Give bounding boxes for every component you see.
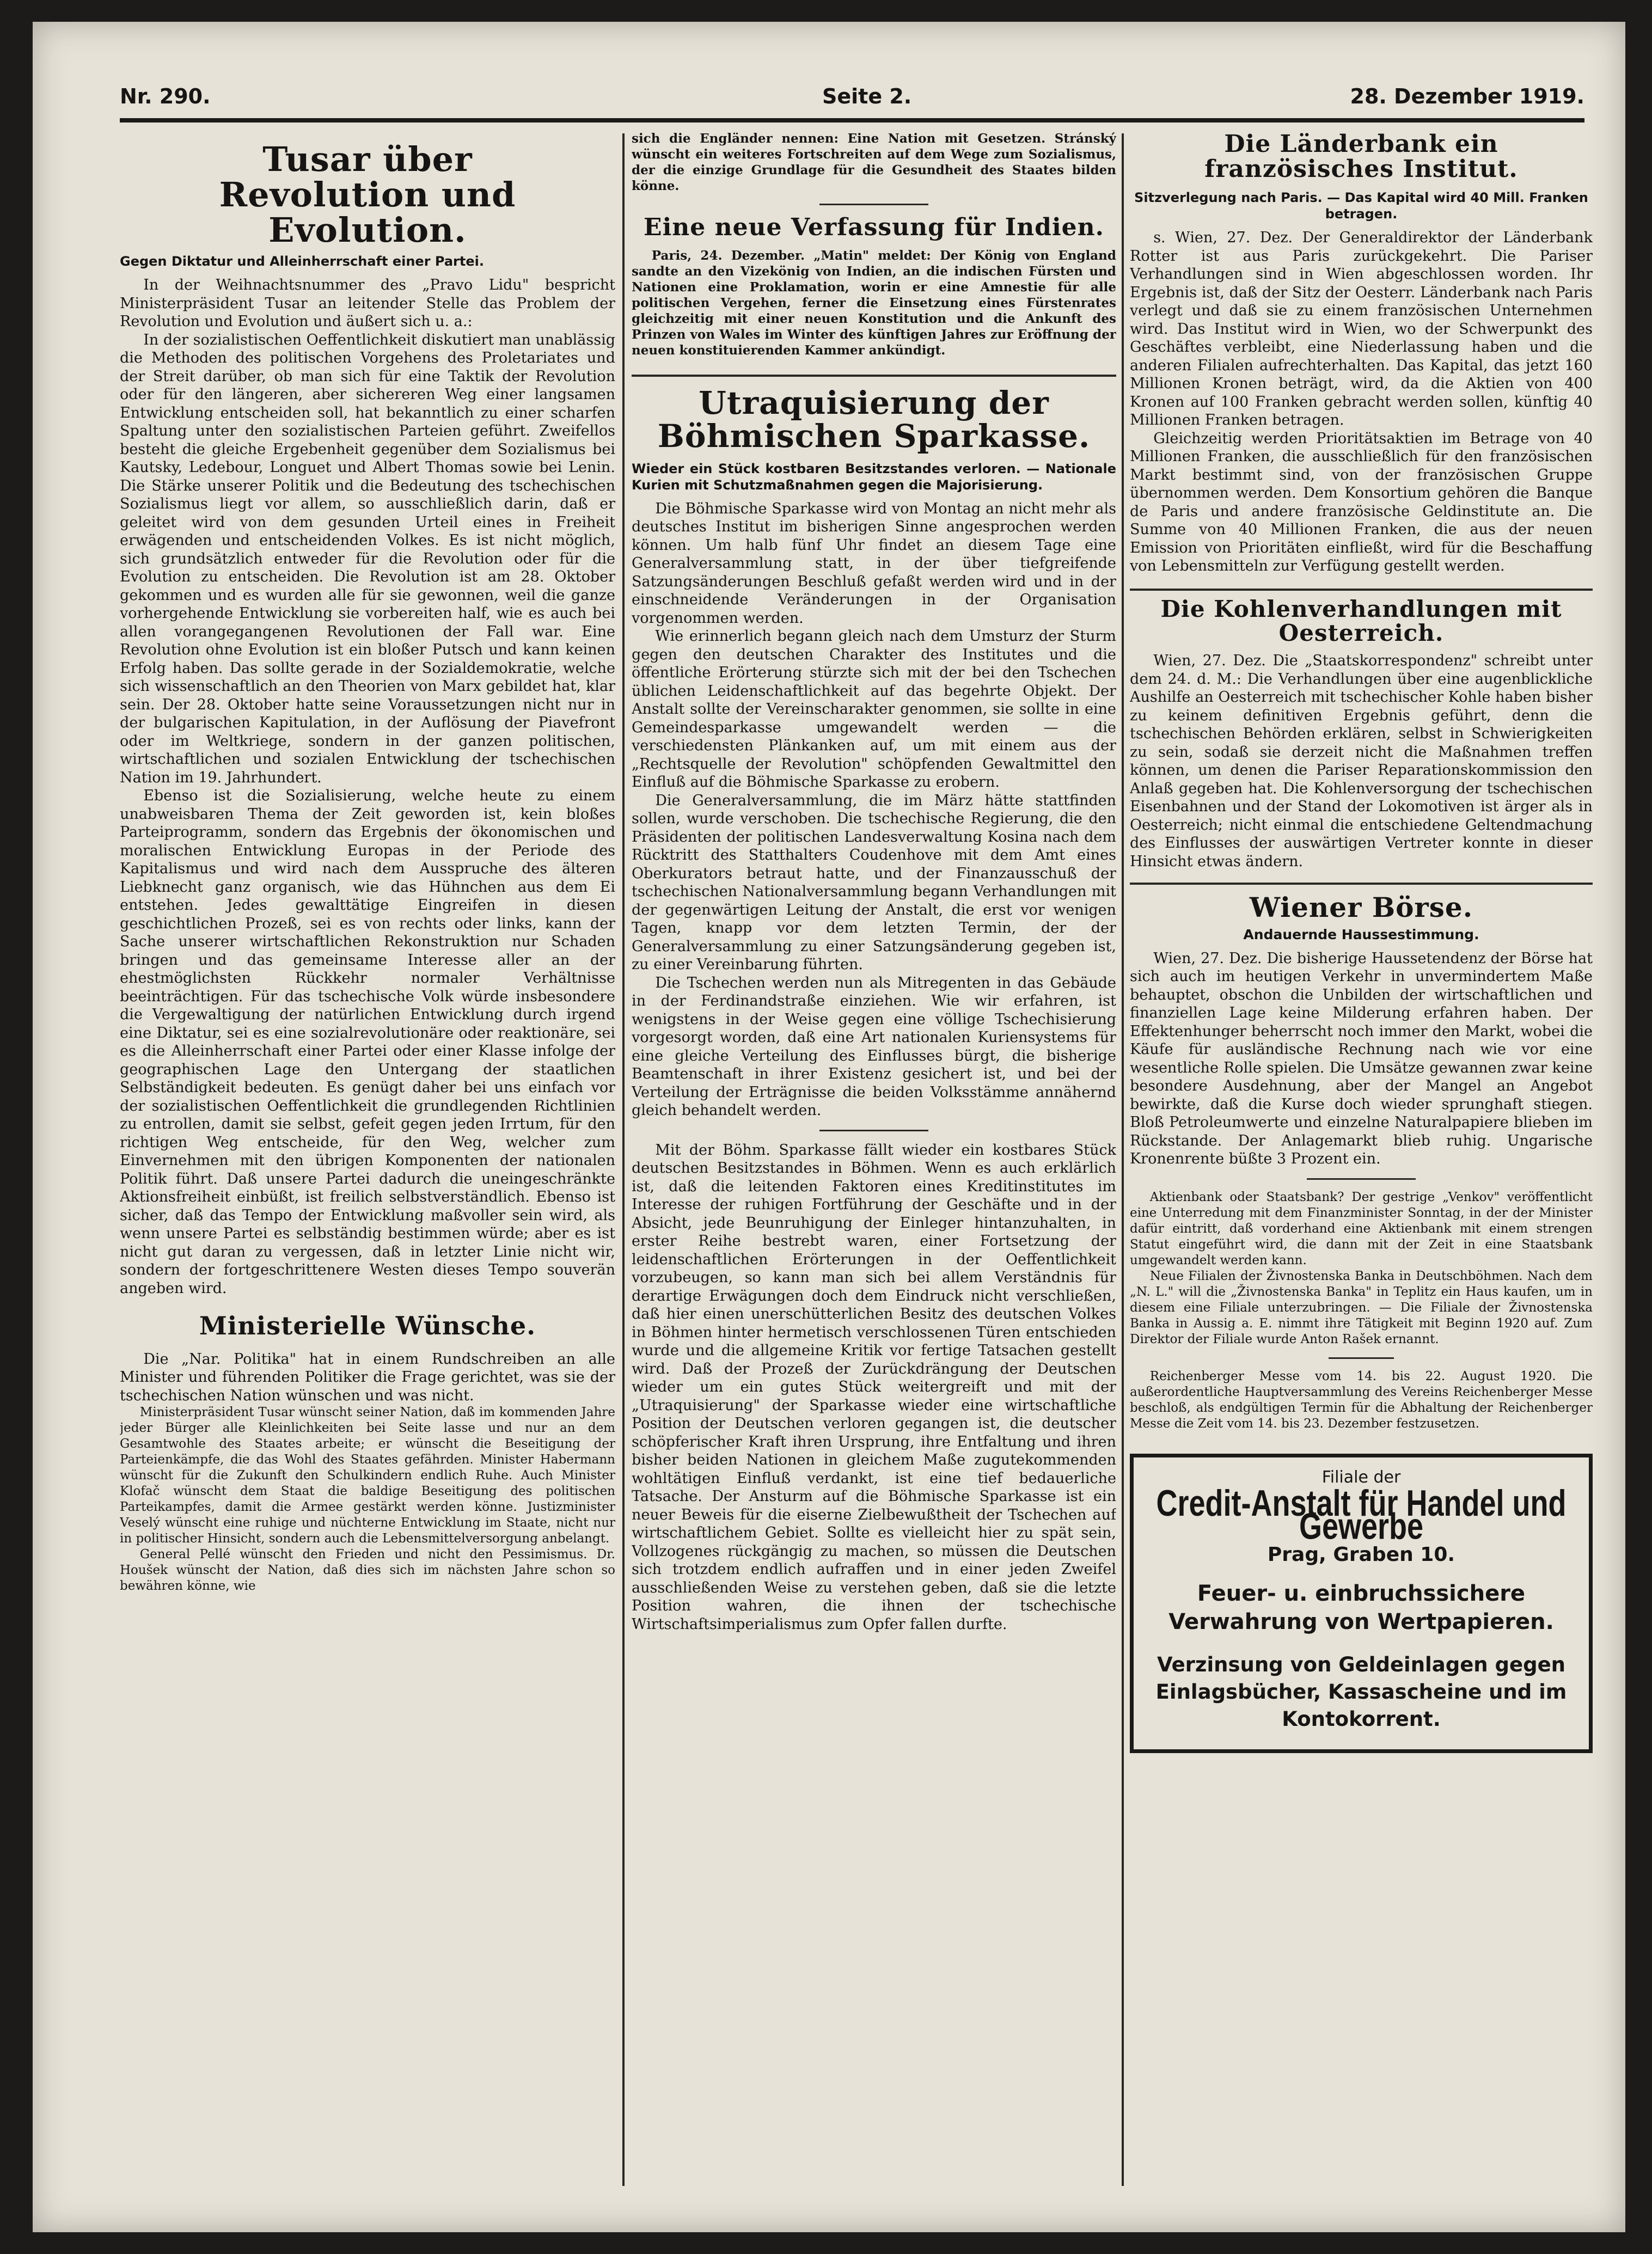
article-headline: Wiener Börse. xyxy=(1249,891,1473,924)
article-paragraph: Die „Nar. Politika" hat in einem Rundschreiben an alle Minister und führenden Politiker die Frage gerichtet, was sie der tschechischen Nation wünschen und was nicht. xyxy=(120,1350,615,1404)
ad-address: Prag, Graben 10. xyxy=(1267,1543,1455,1566)
ad-bank-name: Credit-Anstalt für Handel und Gewerbe xyxy=(1156,1483,1567,1547)
article-paragraph: Wien, 27. Dez. Die „Staatskorrespondenz" schreibt unter dem 24. d. M.: Die Verhandlungen über eine augenblickliche Aushilfe an Oesterreich mit tschechischer Kohle haben bisher zu keinem definitiven Ergebnis geführt, denn die tschechischen Behörden erklären, selbst in Schwierigkeiten zu sein, sodaß sie derzeit nicht die Maßnahmen treffen können, um denen die Pariser Reparationskommission den Anlaß gegeben hat. Die Kohlenversorgung der tschechischen Eisenbahnen und der Stand der Lokomotiven ist ärger als in Oesterreich; nicht einmal die entschiedene Geltendmachung des Einflusses der auswärtigen Vertreter konnte in dieser Hinsicht etwas ändern. xyxy=(1130,652,1593,870)
article-paragraph: Die Tschechen werden nun als Mitregenten in das Gebäude in der Ferdinandstraße einziehen. Wie wir erfahren, ist wenigstens in der Weise gegen eine völlige Tschechisierung vorgesorgt worden, daß eine Art nationalen Kuriensystems für eine gleiche Verteilung des Einflusses bürgt, die bisherige Beamtenschaft in ihrer Existenz gesichert ist, und bei der Verteilung der Erträgnisse die beiden Volksstämme annähernd gleich behandelt werden. xyxy=(632,974,1116,1119)
column-3 xyxy=(1130,131,1593,2189)
column-rule xyxy=(1122,133,1124,2186)
page-number: Seite 2. xyxy=(822,84,912,108)
news-item: Aktienbank oder Staatsbank? Der gestrige „Venkov" veröffentlicht eine Unterredung mit dem Finanzminister Sonntag, in der der Minister dafür eintritt, daß vorderhand eine Aktienbank mit einem strengen Statut eingeführt wird, die dann mit der Zeit in eine Staatsbank umgewandelt werden kann. xyxy=(1130,1190,1593,1267)
article-paragraph: Die Generalversammlung, die im März hätte stattfinden sollen, wurde verschoben. Die tschechische Regierung, die den Präsidenten der politischen Landesverwaltung Kosina nach dem Rücktritt des Statthalters Coudenhove mit dem Amt eines Oberkurators betraut hatte, und der Finanzausschuß der tschechischen Nationalversammlung begann Verhandlungen mit der gegenwärtigen Leitung der Anstalt, die erst vor wenigen Tagen, knapp vor dem letzten Termin, der der Generalversammlung zu einer Satzungsänderung gegeben ist, zu einer Vereinbarung führten. xyxy=(632,792,1116,973)
section-divider xyxy=(819,1130,928,1131)
article-paragraph: General Pellé wünscht den Frieden und nicht den Pessimismus. Dr. Houšek wünscht der Nation, daß dies sich im nächsten Jahre schon so bewähren könne, wie xyxy=(120,1547,615,1594)
article-paragraph: In der sozialistischen Oeffentlichkeit diskutiert man unablässig die Methoden des politischen Vorgehens des Proletariates und der Streit darüber, ob man sich für eine Taktik der Revolution oder für den längeren, aber sichereren Weg einer langsamen Entwicklung entscheiden soll, hat bekanntlich zu einer scharfen Spaltung unter den sozialistischen Parteien geführt. Zweifellos besteht die gleiche Ergebenheit gegenüber dem Sozialismus bei Kautsky, Ledebour, Longuet und Albert Thomas sowie bei Lenin. Die Stärke unserer Politik und die Bedeutung des tschechischen Sozialismus liegt vor allem, so ausschließlich darin, daß er geleitet wird von dem gesunden Urteil eines in Freiheit erwägenden und entscheidenden Volkes. Es ist nicht möglich, sich grundsätzlich entweder für die Revolution oder für die Evolution zu entscheiden. Die Revolution ist am 28. Oktober gekommen und es wurden alle für sie gewonnen, weil die ganze vorhergehende Entwicklung sie vorbereiten half, wie es auch bei allen vorangegangenen Revolutionen der Fall war. Eine Revolution ohne Evolution ist ein bloßer Putsch und kann keinen Erfolg haben. Das sollte gerade in der Sozialdemokratie, welche sich wissenschaftlich an den Theorien von Marx gebildet hat, klar sein. Der 28. Oktober hatte seine Voraussetzungen nicht nur in der bulgarischen Kapitulation, in der Auflösung der Piavefront oder im Weltkriege, sondern in der ganzen politischen, wirtschaftlichen und sozialen Entwicklung der tschechischen Nation im 19. Jahrhundert. xyxy=(120,331,615,786)
article-paragraph: Ministerpräsident Tusar wünscht seiner Nation, daß im kommenden Jahre jeder Bürger alle Kleinlichkeiten bei Seite lasse und nur an dem Gesamtwohle des Staates arbeite; er wünscht die Beseitigung der Parteienkämpfe, die das Wohl des Staates gefährden. Minister Habermann wünscht für die Zukunft den Schulkindern endlich Ruhe. Auch Minister Klofač wünscht dem Staat die baldige Beseitigung des politischen Parteikampfes, damit die Armee gestärkt werden könne. Justizminister Veselý wünscht eine ruhige und nüchterne Entwicklung im Staate, nicht nur in politischer Hinsicht, sondern auch die Lebensmittelversorgung anbelangt. xyxy=(120,1405,615,1546)
page-header xyxy=(120,74,1584,122)
article-subheadline: Sitzverlegung nach Paris. — Das Kapital wird 40 Mill. Franken betragen. xyxy=(1134,190,1588,222)
ad-line: Filiale der xyxy=(1321,1467,1401,1487)
article-subheadline: Gegen Diktatur und Alleinherrschaft einer Partei. xyxy=(120,254,484,270)
section-divider xyxy=(1307,1178,1416,1180)
article-paragraph: Wien, 27. Dez. Die bisherige Haussetendenz der Börse hat sich auch im heutigen Verkehr in unvermindertem Maße behauptet, obschon die Unbilden der wirtschaftlichen und finanziellen Lage keine Milderung erfahren haben. Der Effektenhunger beherrscht noch immer den Markt, wobei die Käufe für ausländische Rechnung nach wie vor eine wesentliche Rolle spielen. Die Umsätze gewannen zwar keine besondere Ausdehnung, aber der Mangel an Angebot bewirkte, daß die Kurse doch wieder sprunghaft stiegen. Bloß Petroleumwerte und einzelne Naturalpapiere blieben im Rückstande. Der Anlagemarkt blieb ruhig. Ungarische Kronenrente büßte 3 Prozent ein. xyxy=(1130,950,1593,1168)
ad-service: Feuer- u. einbruchssichere Verwahrung von Wertpapieren. xyxy=(1168,1581,1554,1634)
bank-advertisement xyxy=(1130,1454,1593,1753)
article-paragraph: s. Wien, 27. Dez. Der Generaldirektor der Länderbank Rotter ist aus Paris zurückgekehrt. Die Pariser Verhandlungen sind in Wien abgeschlossen worden. Ihr Ergebnis ist, daß der Sitz der Oesterr. Länderbank nach Paris verlegt und daß sie zu einem französischen Unternehmen wird. Das Institut wird in Wien, wo der Schwerpunkt des Geschäftes verbleibt, eine Niederlassung haben und die anderen Filialen aufrechterhalten. Das Kapital, das jetzt 160 Millionen Kronen beträgt, wird, da die Aktien von 400 Kronen auf 100 Franken gebracht werden sollen, künftig 40 Millionen Franken betragen. xyxy=(1130,229,1593,429)
section-divider xyxy=(1130,589,1593,591)
issue-number: Nr. 290. xyxy=(120,84,211,108)
column-2 xyxy=(632,131,1116,2189)
column-1 xyxy=(120,131,615,2189)
article-paragraph: Gleichzeitig werden Prioritätsaktien im Betrage von 40 Millionen Franken, die ausschließlich für den französischen Markt bestimmt sind, von der französischen Gruppe übernommen werden. Dem Konsortium gehören die Banque de Paris und andere französische Geldinstitute an. Die Summe von 40 Millionen Franken, die aus der neuen Emission von Prioritäten einfließt, wird für die Beschaffung von Lebensmitteln zur Verfügung gestellt werden. xyxy=(1130,430,1593,575)
news-item: Reichenberger Messe vom 14. bis 22. August 1920. Die außerordentliche Hauptversammlung des Vereins Reichenberger Messe beschloß, als endgültigen Termin für die Abhaltung der Reichenberger Messe die Zeit vom 14. bis 23. Dezember festzusetzen. xyxy=(1130,1369,1593,1431)
article-paragraph: Die Böhmische Sparkasse wird von Montag an nicht mehr als deutsches Institut im bisherigen Sinne angesprochen werden können. Um halb fünf Uhr findet an diesem Tage eine Generalversammlung statt, in der über tiefgreifende Satzungsänderungen Beschluß gefaßt werden wird und in der einschneidende Veränderungen in der Organisation vorgenommen werden. xyxy=(632,500,1116,627)
article-paragraph: Mit der Böhm. Sparkasse fällt wieder ein kostbares Stück deutschen Besitzstandes in Böhmen. Wenn es auch erklärlich ist, daß die leitenden Faktoren eines Kreditinstitutes im Interesse der ruhigen Fortführung der Geschäfte und in der Absicht, jede Beunruhigung der Einleger hintanzuhalten, in erster Reihe bestrebt waren, einer Fortsetzung der leidenschaftlichen Erörterungen in der Oeffentlichkeit vorzubeugen, so kann man sich bei allem Verständnis für derartige Erwägungen doch dem Eindruck nicht verschließen, daß hier einen unerschütterlichen Besitz des deutschen Volkes in Böhmen hinter hermetisch verschlossenen Türen entschieden wurde und die allgemeine Kritik vor fertige Tatsachen gestellt wird. Daß der Prozeß der Zurückdrängung der Deutschen wieder um ein gutes Stück weitergreift und mit der „Utraquisierung" der Sparkasse wieder eine wirtschaftliche Position der Deutschen verloren gegangen ist, die deutscher schöpferischer Kraft ihren Ursprung, ihre Entfaltung und ihren bisher beiden Nationen in gleichem Maße zugutekommenden wohltätigen Einfluß verdankt, ist eine tief bedauerliche Tatsache. Der Ansturm auf die Böhmische Sparkasse ist ein neuer Beweis für die eiserne Zielbewußtheit der Tschechen auf wirtschaftlichem Gebiet. Sollte es vielleicht hier zu spät sein, Vollzogenes rückgängig zu machen, so müssen die Deutschen sich trotzdem endlich aufraffen und in einer jeden Zweifel ausschließenden Weise zu verstehen geben, daß sie die letzte Position wahren, die ihnen der tschechische Wirtschaftsimperialismus zum Opfer fallen durfte. xyxy=(632,1141,1116,1633)
article-paragraph: Paris, 24. Dezember. „Matin" meldet: Der König von England sandte an den Vizekönig von Indien, an die indischen Fürsten und Nationen eine Proklamation, worin er eine Amnestie für alle politischen Vergehen, ferner die Einsetzung eines Fürstenrates gleichzeitig mit einer neuen Konstitution und die Ankunft des Prinzen von Wales im Winter des künftigen Jahres zur Eröffnung der neuen konstituierenden Kammer ankündigt. xyxy=(632,248,1116,358)
section-divider xyxy=(1130,883,1593,885)
section-divider xyxy=(819,204,928,205)
article-paragraph: Ebenso ist die Sozialisierung, welche heute zu einem unabweisbaren Thema der Zeit geworden ist, kein bloßes Parteiprogramm, sondern das Ergebnis der ökonomischen und moralischen Entwicklung Europas in der Periode des Kapitalismus und wird nach dem Ausspruche des älteren Liebknecht ganz organisch, wie das Hühnchen aus dem Ei entstehen. Jedes gewalttätige Eingreifen in diesen geschichtlichen Prozeß, sei es von rechts oder links, kann der Sache unserer wirtschaftlichen Rekonstruktion nur Schaden bringen und das gemeinsame Interesse aller an der ehestmöglichsten Rückkehr normaler Verhältnisse beeinträchtigen. Für das tschechische Volk würde insbesondere die Vergewaltigung der natürlichen Entwicklung durch irgend eine Diktatur, sei es eine sozialrevolutionäre oder reaktionäre, sei es die Alleinherrschaft einer Partei oder einer Klasse infolge der geographischen Lage den Untergang der staatlichen Selbständigkeit bedeuten. Es genügt daher bei uns einfach vor der sozialistischen Oeffentlichkeit die grundlegenden Richtlinien zu entrollen, damit sie selbst, gefeit gegen jeden Irrtum, für den richtigen Weg entscheide, für den Weg, welcher zum Einvernehmen mit den übrigen Komponenten der nationalen Politik führt. Daß unsere Partei dadurch die uneingeschränkte Aktionsfreiheit einbüßt, ist freilich selbstverständlich. Ebenso ist sicher, daß das Tempo der Entwicklung maßvoller sein wird, als wenn unsere Partei es selbständig bestimmen würde; aber es ist nicht gut daran zu vergessen, daß in letzter Linie nicht wir, sondern der fortgeschrittenere Westen dieses Tempo souverän angeben wird. xyxy=(120,787,615,1297)
ad-service: Verzinsung von Geldeinlagen gegen Einlagsbücher, Kassascheine und im Kontokorrent. xyxy=(1155,1652,1567,1731)
article-headline: Tusar über Revolution und Evolution. xyxy=(219,139,516,250)
article-headline: Eine neue Verfassung für Indien. xyxy=(644,213,1104,241)
issue-date: 28. Dezember 1919. xyxy=(1350,84,1584,108)
article-headline: Utraquisierung der Böhmischen Sparkasse. xyxy=(657,384,1091,455)
article-subheadline: Wieder ein Stück kostbaren Besitzstandes verloren. — Nationale Kurien mit Schutzmaßnahmen gegen die Majorisierung. xyxy=(632,461,1116,493)
article-subheadline: Andauernde Haussestimmung. xyxy=(1243,926,1479,942)
article-headline: Ministerielle Wünsche. xyxy=(199,1311,536,1341)
article-headline: Die Länderbank ein französisches Institut. xyxy=(1204,131,1518,183)
article-headline: Die Kohlenverhandlungen mit Oesterreich. xyxy=(1160,595,1562,646)
newspaper-page xyxy=(33,22,1625,2232)
article-paragraph: In der Weihnachtsnummer des „Pravo Lidu" bespricht Ministerpräsident Tusar an leitender Stelle das Problem der Revolution und Evolution und äußert sich u. a.: xyxy=(120,277,615,330)
section-divider xyxy=(1329,1357,1394,1359)
article-paragraph: Wie erinnerlich begann gleich nach dem Umsturz der Sturm gegen den deutschen Charakter des Institutes und die öffentliche Erörterung stürzte sich mit der bei den Tschechen üblichen Leidenschaftlichkeit auf das begehrte Objekt. Der Anstalt sollte der Vereinscharakter genommen, sie sollte in eine Gemeindesparkasse umgewandelt werden — die verschiedensten Plänkanken auf, um mit einem aus der „Rechtsquelle der Revolution" schöpfenden Gewaltmittel den Einfluß auf die Böhmische Sparkasse zu erobern. xyxy=(632,628,1116,791)
article-continuation: sich die Engländer nennen: Eine Nation mit Gesetzen. Stránský wünscht ein weiteres Fortschreiten auf dem Wege zum Sozialismus, der die einzige Grundlage für die Gesundheit des Staates bilden könne. xyxy=(632,131,1116,193)
section-divider xyxy=(632,375,1116,377)
column-rule xyxy=(622,133,625,2186)
news-item: Neue Filialen der Živnostenska Banka in Deutschböhmen. Nach dem „N. L." will die „Živnostenska Banka" in Teplitz ein Haus kaufen, um in diesem eine Filiale unterzubringen. — Die Filiale der Živnostenska Banka in Aussig a. E. nimmt ihre Tätigkeit mit Beginn 1920 auf. Zum Direktor der Filiale wurde Anton Rašek ernannt. xyxy=(1130,1269,1593,1346)
